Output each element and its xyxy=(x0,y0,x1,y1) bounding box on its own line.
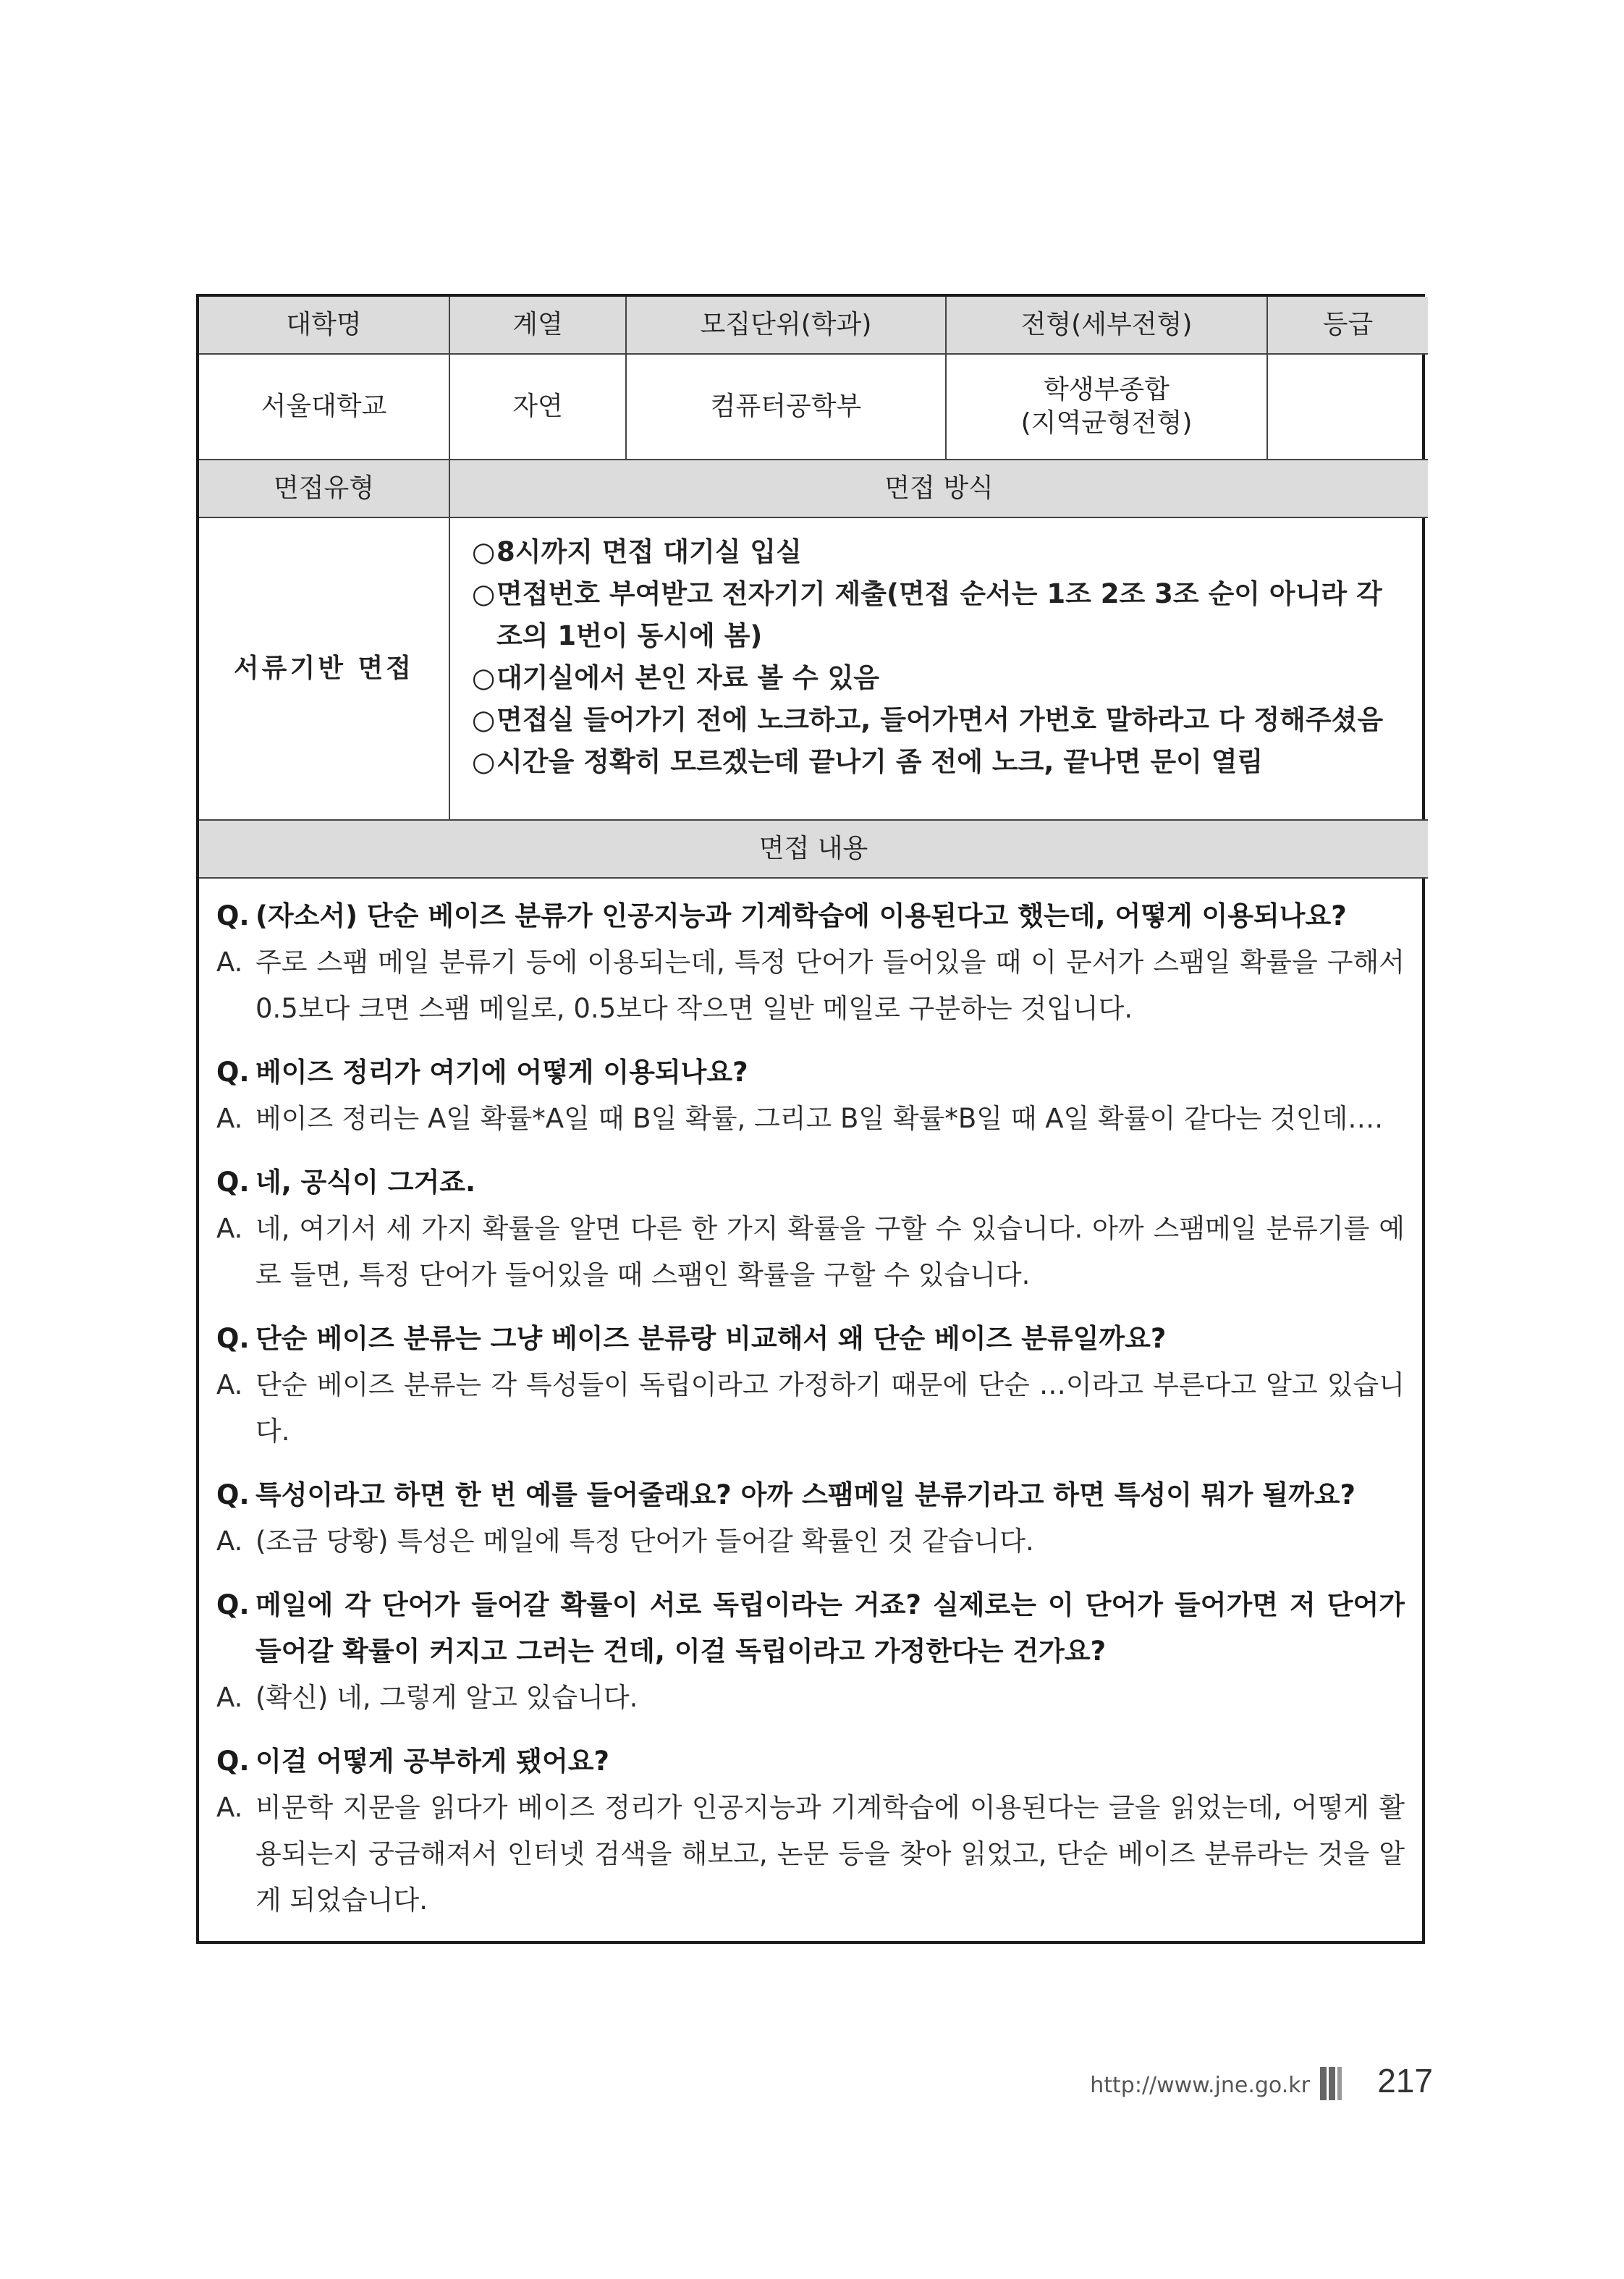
method-header-row xyxy=(199,460,1428,517)
question-tag: Q. xyxy=(216,1589,250,1620)
table-header-row xyxy=(199,297,1428,354)
answer-tag: A. xyxy=(216,1526,243,1557)
cell-interview-type: 서류기반 면접 xyxy=(199,517,449,820)
header-field: 계열 xyxy=(449,297,626,354)
interview-info-table xyxy=(199,297,1428,879)
bullet-icon: ○ xyxy=(472,746,496,777)
answer xyxy=(216,939,1405,1032)
header-grade: 등급 xyxy=(1267,297,1428,354)
qa-item xyxy=(216,893,1405,1032)
question xyxy=(216,1049,1405,1096)
admission-type-line1: 학생부종합 xyxy=(1044,375,1170,405)
question xyxy=(216,1738,1405,1785)
bullet-icon: ○ xyxy=(472,578,496,609)
table-row xyxy=(199,354,1428,460)
header-university: 대학명 xyxy=(199,297,449,354)
qa-item xyxy=(216,1472,1405,1565)
bullet-icon: ○ xyxy=(472,704,496,735)
answer-text: 주로 스팸 메일 분류기 등에 이용되는데, 특정 단어가 들어있을 때 이 문서가 스팸일 확률을 구해서 0.5보다 크면 스팸 메일로, 0.5보다 작으면 일반 메일로 구분하는 것입니다. xyxy=(255,947,1405,1024)
qa-item xyxy=(216,1738,1405,1924)
answer xyxy=(216,1675,1405,1721)
qa-item xyxy=(216,1582,1405,1721)
cell-university: 서울대학교 xyxy=(199,354,449,460)
footer-bars-icon xyxy=(1320,2067,1342,2100)
method-item-text: 대기실에서 본인 자료 볼 수 있음 xyxy=(496,662,880,693)
page-number: 217 xyxy=(1377,2062,1433,2100)
question-text: 단순 베이즈 분류는 그냥 베이즈 분류랑 비교해서 왜 단순 베이즈 분류일까요? xyxy=(255,1323,1167,1354)
answer xyxy=(216,1206,1405,1298)
question-tag: Q. xyxy=(216,1057,250,1088)
answer xyxy=(216,1096,1405,1142)
question-tag: Q. xyxy=(216,1479,250,1510)
question-text: 메일에 각 단어가 들어갈 확률이 서로 독립이라는 거죠? 실제로는 이 단어가 들어가면 저 단어가 들어갈 확률이 커지고 그러는 건데, 이걸 독립이라고 가정한다는 건가요? xyxy=(255,1589,1405,1667)
list-item xyxy=(472,741,1416,783)
question-tag: Q. xyxy=(216,1167,250,1198)
cell-interview-method xyxy=(449,517,1428,820)
header-interview-type: 면접유형 xyxy=(199,460,449,517)
question xyxy=(216,1159,1405,1206)
method-item-text: 시간을 정확히 모르겠는데 끝나기 좀 전에 노크, 끝나면 문이 열림 xyxy=(496,746,1264,777)
method-item-text: 면접번호 부여받고 전자기기 제출(면접 순서는 1조 2조 3조 순이 아니라 각 조의 1번이 동시에 봄) xyxy=(496,578,1382,651)
question-text: 네, 공식이 그거죠. xyxy=(255,1167,476,1198)
answer-text: 네, 여기서 세 가지 확률을 알면 다른 한 가지 확률을 구할 수 있습니다. 아까 스팸메일 분류기를 예로 들면, 특정 단어가 들어있을 때 스팸인 확률을 구할 수 있습니다. xyxy=(255,1213,1405,1290)
answer-text: 비문학 지문을 읽다가 베이즈 정리가 인공지능과 기계학습에 이용된다는 글을 읽었는데, 어떻게 활용되는지 궁금해져서 인터넷 검색을 해보고, 논문 등을 찾아 읽었고, 단순 베이즈 분류라는 것을 알게 되었습니다. xyxy=(255,1792,1405,1916)
question-tag: Q. xyxy=(216,1746,250,1777)
qa-item xyxy=(216,1316,1405,1455)
qa-section xyxy=(199,879,1422,1941)
cell-department: 컴퓨터공학부 xyxy=(626,354,946,460)
bullet-icon: ○ xyxy=(472,536,496,567)
bullet-icon: ○ xyxy=(472,662,496,693)
method-item-text: 면접실 들어가기 전에 노크하고, 들어가면서 가번호 말하라고 다 정해주셨음 xyxy=(496,704,1384,735)
list-item xyxy=(472,699,1416,741)
method-item-text: 8시까지 면접 대기실 입실 xyxy=(496,536,802,567)
question-tag: Q. xyxy=(216,1323,250,1354)
question xyxy=(216,1316,1405,1362)
list-item xyxy=(472,657,1416,699)
question xyxy=(216,893,1405,939)
question xyxy=(216,1472,1405,1518)
footer-url: http://www.jne.go.kr xyxy=(1090,2073,1310,2098)
answer-text: (조금 당황) 특성은 메일에 특정 단어가 들어갈 확률인 것 같습니다. xyxy=(255,1526,1034,1557)
question-text: 베이즈 정리가 여기에 어떻게 이용되나요? xyxy=(255,1057,748,1088)
answer-tag: A. xyxy=(216,1682,243,1713)
question-tag: Q. xyxy=(216,900,250,931)
header-department: 모집단위(학과) xyxy=(626,297,946,354)
page-footer xyxy=(1090,2061,1433,2105)
admission-type-line2: (지역균형전형) xyxy=(1020,408,1193,438)
list-item xyxy=(472,531,1416,573)
answer xyxy=(216,1518,1405,1565)
cell-admission-type xyxy=(946,354,1267,460)
cell-field: 자연 xyxy=(449,354,626,460)
question-text: (자소서) 단순 베이즈 분류가 인공지능과 기계학습에 이용된다고 했는데, 어떻게 이용되나요? xyxy=(255,900,1347,931)
cell-grade xyxy=(1267,354,1428,460)
qa-item xyxy=(216,1049,1405,1142)
answer-text: 단순 베이즈 분류는 각 특성들이 독립이라고 가정하기 때문에 단순 …이라고 부른다고 알고 있습니다. xyxy=(255,1369,1405,1447)
answer xyxy=(216,1785,1405,1924)
answer-tag: A. xyxy=(216,1103,243,1134)
answer-tag: A. xyxy=(216,1213,243,1244)
method-row xyxy=(199,517,1428,820)
answer-tag: A. xyxy=(216,1369,243,1400)
answer-text: (확신) 네, 그렇게 알고 있습니다. xyxy=(255,1682,638,1713)
header-interview-method: 면접 방식 xyxy=(449,460,1428,517)
qa-item xyxy=(216,1159,1405,1298)
question-text: 이걸 어떻게 공부하게 됐어요? xyxy=(255,1746,610,1777)
content-header-row xyxy=(199,820,1428,878)
answer xyxy=(216,1362,1405,1455)
question-text: 특성이라고 하면 한 번 예를 들어줄래요? 아까 스팸메일 분류기라고 하면 특성이 뭐가 될까요? xyxy=(255,1479,1356,1510)
answer-tag: A. xyxy=(216,1792,243,1823)
interview-record-frame xyxy=(196,294,1425,1944)
answer-tag: A. xyxy=(216,947,243,978)
answer-text: 베이즈 정리는 A일 확률*A일 때 B일 확률, 그리고 B일 확률*B일 때 A일 확률이 같다는 것인데…. xyxy=(255,1103,1384,1134)
header-admission-type: 전형(세부전형) xyxy=(946,297,1267,354)
list-item xyxy=(472,573,1416,657)
question xyxy=(216,1582,1405,1675)
header-interview-content: 면접 내용 xyxy=(199,820,1428,878)
